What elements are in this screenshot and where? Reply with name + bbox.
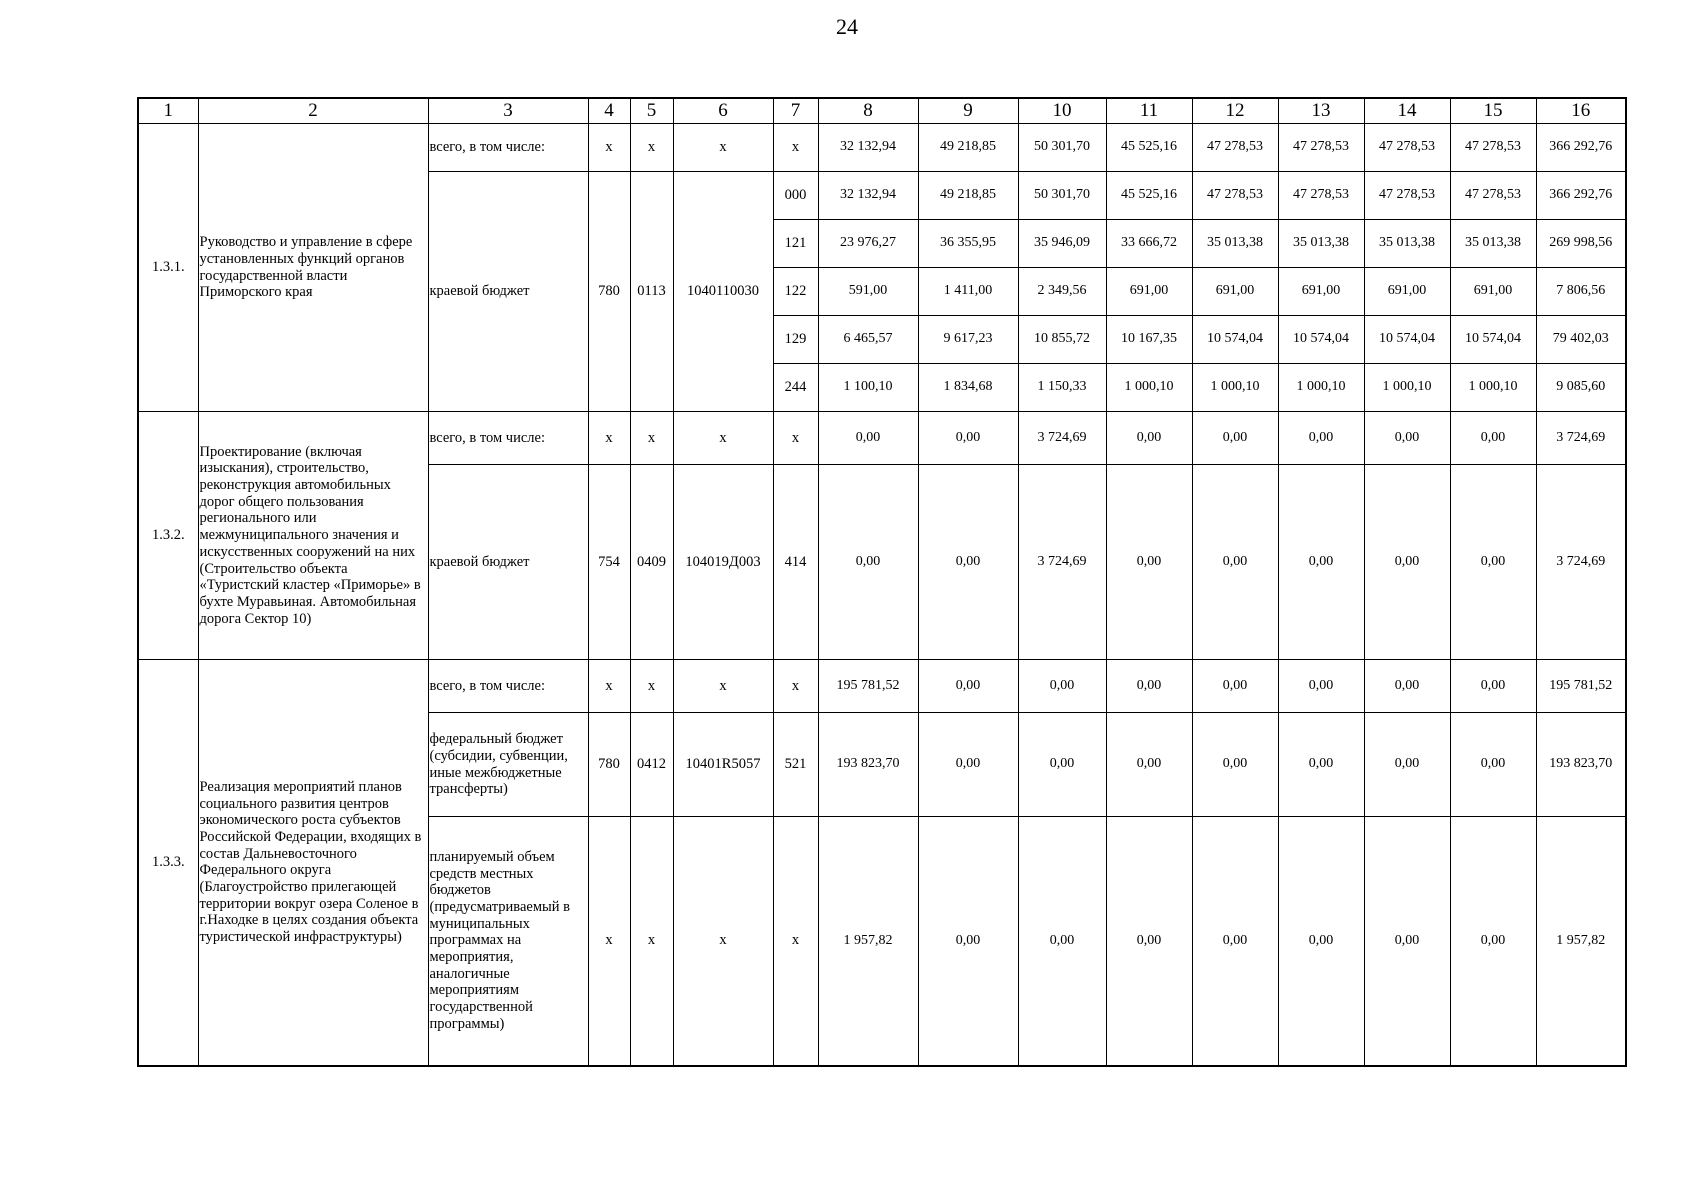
cell-value: 33 666,72 [1106,220,1192,268]
cell-value: 691,00 [1364,268,1450,316]
column-header: 6 [673,98,773,124]
cell-value: 0,00 [1018,713,1106,817]
activity-name: Проектирование (включая изыскания), строительство, реконструкция автомобильных дорог общего пользования регионального или межмуниципального значения и искусственных сооружений на них (Строительство объекта «Туристский кластер «Приморье» в бухте Муравьиная. Автомобильная дорога Сектор 10) [198,412,428,660]
cell-code: x [673,660,773,713]
cell-value: 1 000,10 [1106,364,1192,412]
cell-value: 47 278,53 [1450,124,1536,172]
column-header: 16 [1536,98,1626,124]
cell-code: x [588,817,630,1066]
cell-total: 7 806,56 [1536,268,1626,316]
cell-code: 121 [773,220,818,268]
column-header: 10 [1018,98,1106,124]
cell-value: 0,00 [1278,817,1364,1066]
cell-value: 0,00 [1106,412,1192,465]
cell-value: 1 100,10 [818,364,918,412]
cell-value: 0,00 [1278,412,1364,465]
cell-value: 0,00 [1106,465,1192,660]
cell-value: 0,00 [1192,412,1278,465]
column-number-row [138,98,1626,124]
cell-value: 47 278,53 [1192,172,1278,220]
cell-value: 23 976,27 [818,220,918,268]
cell-value: 47 278,53 [1278,172,1364,220]
cell-value: 193 823,70 [818,713,918,817]
cell-value: 0,00 [1450,660,1536,713]
cell-code: x [630,817,673,1066]
cell-value: 0,00 [918,713,1018,817]
cell-code: 414 [773,465,818,660]
column-header: 7 [773,98,818,124]
cell-value: 10 855,72 [1018,316,1106,364]
cell-value: 0,00 [818,465,918,660]
cell-value: 32 132,94 [818,124,918,172]
activity-name: Руководство и управление в сфере установленных функций органов государственной власти Приморского края [198,124,428,412]
cell-value: 35 013,38 [1364,220,1450,268]
cell-code: x [773,660,818,713]
cell-value: 0,00 [1450,465,1536,660]
cell-code: x [673,817,773,1066]
cell-code: x [673,124,773,172]
funding-source: планируемый объем средств местных бюджетов (предусматриваемый в муниципальных программах на мероприятия, аналогичные мероприятиям государственной программы) [428,817,588,1066]
cell-value: 0,00 [1192,465,1278,660]
column-header: 2 [198,98,428,124]
cell-code: x [773,124,818,172]
cell-value: 47 278,53 [1364,124,1450,172]
cell-value: 35 013,38 [1278,220,1364,268]
cell-value: 0,00 [1106,713,1192,817]
column-header: 4 [588,98,630,124]
cell-value: 0,00 [918,412,1018,465]
cell-code: x [588,660,630,713]
cell-value: 0,00 [1364,660,1450,713]
cell-value: 0,00 [918,465,1018,660]
column-header: 14 [1364,98,1450,124]
cell-value: 0,00 [1450,412,1536,465]
cell-value: 0,00 [1192,713,1278,817]
cell-value: 32 132,94 [818,172,918,220]
cell-value: 10 574,04 [1278,316,1364,364]
cell-value: 0,00 [1278,713,1364,817]
cell-value: 591,00 [818,268,918,316]
cell-value: 47 278,53 [1278,124,1364,172]
cell-code: 000 [773,172,818,220]
cell-value: 0,00 [1278,465,1364,660]
cell-value: 36 355,95 [918,220,1018,268]
cell-total: 366 292,76 [1536,124,1626,172]
cell-code: x [588,412,630,465]
budget-table [137,97,1627,1067]
table-row [138,660,1626,713]
cell-value: 195 781,52 [818,660,918,713]
row-number: 1.3.2. [138,412,198,660]
column-header: 8 [818,98,918,124]
cell-value: 50 301,70 [1018,172,1106,220]
cell-value: 35 013,38 [1192,220,1278,268]
cell-code: x [773,412,818,465]
cell-value: 691,00 [1192,268,1278,316]
cell-code: x [630,660,673,713]
column-header: 12 [1192,98,1278,124]
cell-total: 1 957,82 [1536,817,1626,1066]
column-header: 1 [138,98,198,124]
cell-value: 691,00 [1106,268,1192,316]
cell-value: 45 525,16 [1106,124,1192,172]
funding-source: федеральный бюджет (субсидии, субвенции, иные межбюджетные трансферты) [428,713,588,817]
cell-value: 0,00 [1364,817,1450,1066]
cell-value: 10 574,04 [1450,316,1536,364]
cell-value: 47 278,53 [1364,172,1450,220]
activity-name: Реализация мероприятий планов социального развития центров экономического роста субъектов Российской Федерации, входящих в состав Дальневосточного Федерального округа (Благоустройство прилегающей территории вокруг озера Соленое в г.Находке в целях создания объекта туристической инфраструктуры) [198,660,428,1066]
cell-value: 0,00 [818,412,918,465]
cell-value: 1 000,10 [1192,364,1278,412]
row-number: 1.3.3. [138,660,198,1066]
cell-total: 3 724,69 [1536,412,1626,465]
cell-value: 1 957,82 [818,817,918,1066]
table-row [138,124,1626,172]
cell-code: 129 [773,316,818,364]
cell-value: 10 574,04 [1192,316,1278,364]
cell-value: 0,00 [1192,660,1278,713]
cell-value: 47 278,53 [1192,124,1278,172]
row-number: 1.3.1. [138,124,198,412]
cell-value: 0,00 [1018,660,1106,713]
cell-code: 104019Д003 [673,465,773,660]
cell-value: 0,00 [1450,713,1536,817]
column-header: 11 [1106,98,1192,124]
cell-total: 9 085,60 [1536,364,1626,412]
cell-total: 195 781,52 [1536,660,1626,713]
cell-value: 1 411,00 [918,268,1018,316]
cell-value: 6 465,57 [818,316,918,364]
cell-code: 521 [773,713,818,817]
cell-value: 0,00 [1364,713,1450,817]
cell-value: 0,00 [1364,412,1450,465]
cell-code: 0412 [630,713,673,817]
column-header: 3 [428,98,588,124]
cell-value: 0,00 [1450,817,1536,1066]
cell-code: 780 [588,172,630,412]
cell-total: 193 823,70 [1536,713,1626,817]
cell-value: 9 617,23 [918,316,1018,364]
cell-code: 244 [773,364,818,412]
cell-code: x [673,412,773,465]
cell-code: 754 [588,465,630,660]
cell-total: 3 724,69 [1536,465,1626,660]
cell-value: 10 167,35 [1106,316,1192,364]
cell-total: 269 998,56 [1536,220,1626,268]
cell-value: 691,00 [1278,268,1364,316]
cell-code: x [630,412,673,465]
cell-value: 0,00 [1192,817,1278,1066]
cell-value: 0,00 [918,817,1018,1066]
cell-value: 49 218,85 [918,172,1018,220]
cell-value: 2 349,56 [1018,268,1106,316]
funding-source: краевой бюджет [428,465,588,660]
cell-value: 35 946,09 [1018,220,1106,268]
cell-code: 122 [773,268,818,316]
column-header: 5 [630,98,673,124]
cell-value: 3 724,69 [1018,465,1106,660]
page-number: 24 [836,14,858,39]
cell-value: 0,00 [1106,817,1192,1066]
cell-value: 47 278,53 [1450,172,1536,220]
cell-total: 79 402,03 [1536,316,1626,364]
cell-value: 1 000,10 [1364,364,1450,412]
cell-total: 366 292,76 [1536,172,1626,220]
cell-value: 45 525,16 [1106,172,1192,220]
cell-code: x [630,124,673,172]
cell-value: 1 150,33 [1018,364,1106,412]
cell-code: x [773,817,818,1066]
cell-value: 0,00 [918,660,1018,713]
funding-source: краевой бюджет [428,172,588,412]
cell-value: 49 218,85 [918,124,1018,172]
column-header: 9 [918,98,1018,124]
cell-value: 50 301,70 [1018,124,1106,172]
cell-value: 1 000,10 [1278,364,1364,412]
cell-value: 1 000,10 [1450,364,1536,412]
cell-value: 10 574,04 [1364,316,1450,364]
funding-source: всего, в том числе: [428,660,588,713]
cell-value: 0,00 [1278,660,1364,713]
column-header: 13 [1278,98,1364,124]
cell-value: 0,00 [1106,660,1192,713]
cell-value: 35 013,38 [1450,220,1536,268]
cell-code: 780 [588,713,630,817]
cell-code: 0113 [630,172,673,412]
funding-source: всего, в том числе: [428,412,588,465]
cell-value: 3 724,69 [1018,412,1106,465]
cell-code: 0409 [630,465,673,660]
cell-value: 0,00 [1364,465,1450,660]
column-header: 15 [1450,98,1536,124]
table-row [138,412,1626,465]
cell-code: 1040110030 [673,172,773,412]
cell-code: x [588,124,630,172]
cell-value: 0,00 [1018,817,1106,1066]
cell-value: 691,00 [1450,268,1536,316]
cell-code: 10401R5057 [673,713,773,817]
cell-value: 1 834,68 [918,364,1018,412]
funding-source: всего, в том числе: [428,124,588,172]
